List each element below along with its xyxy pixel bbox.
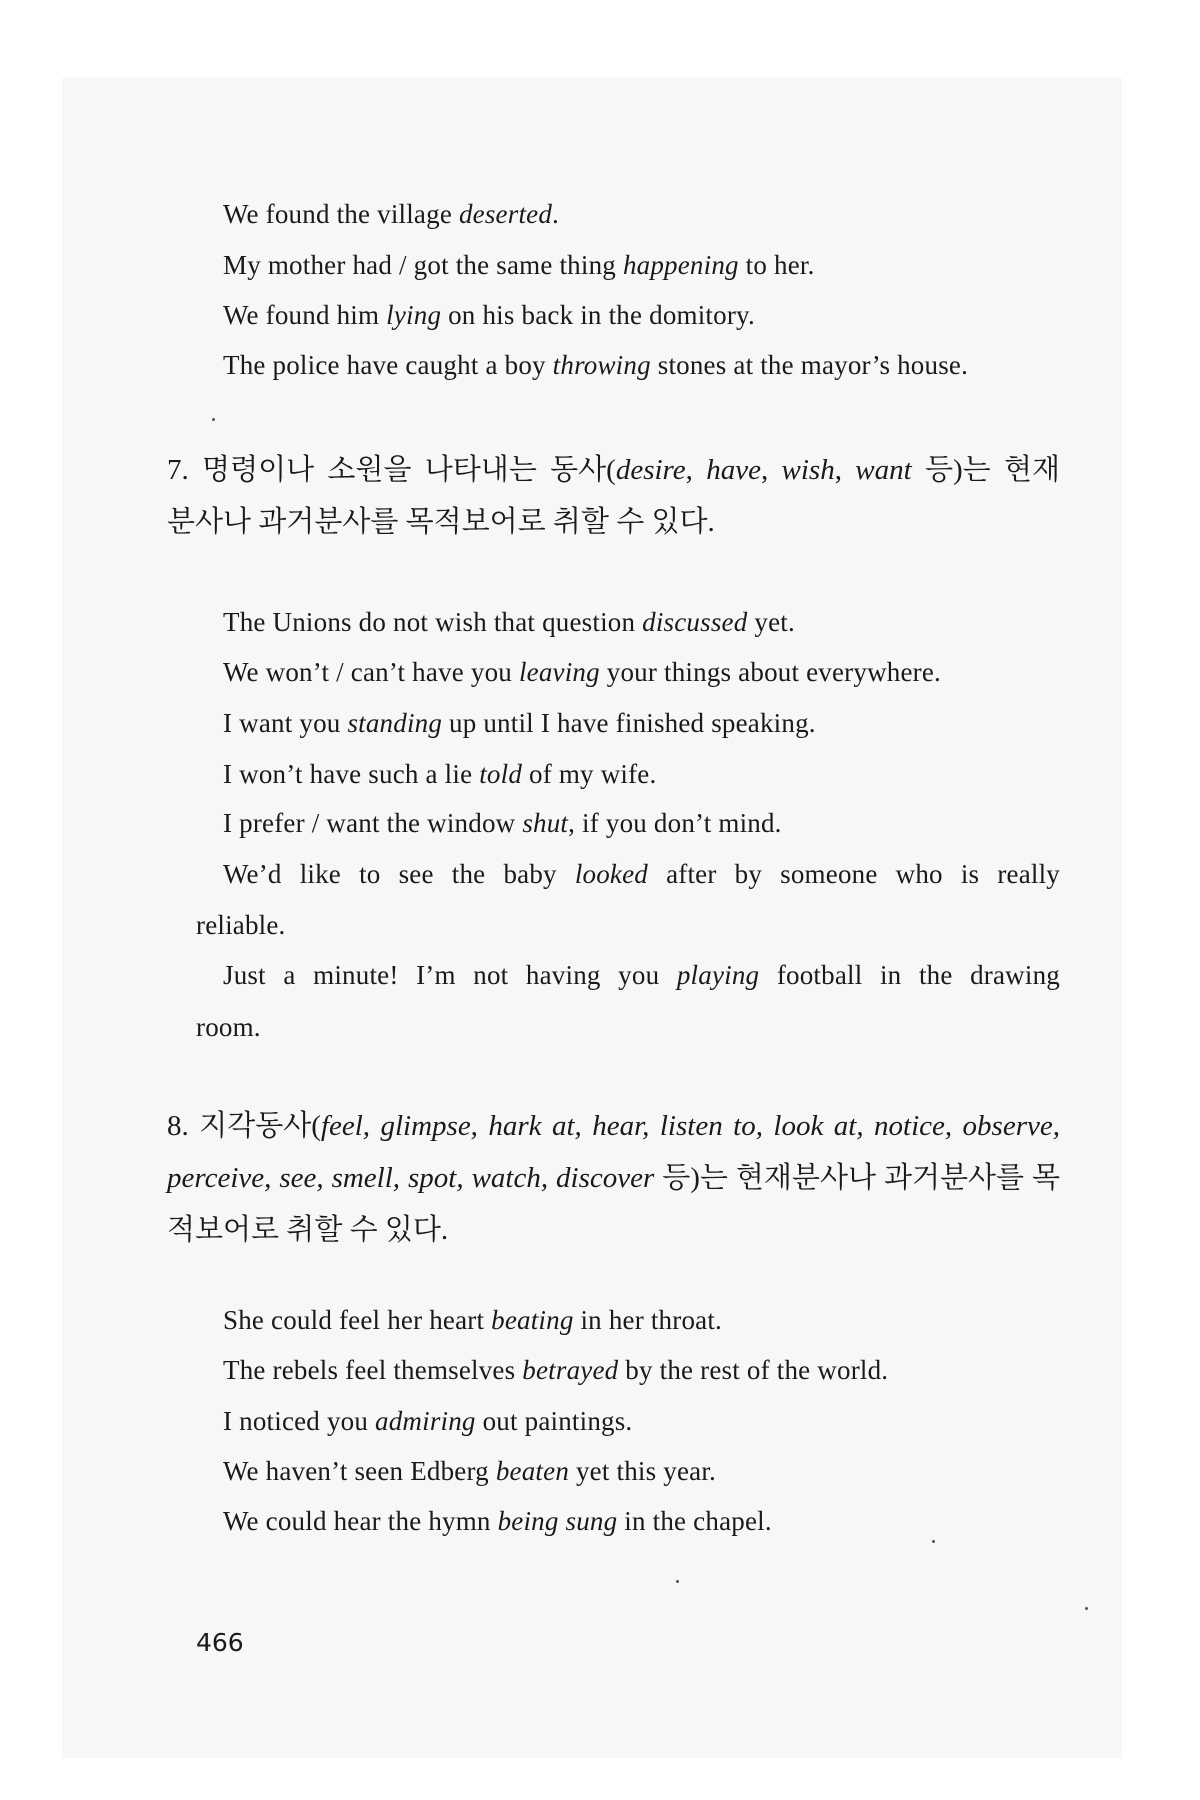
section-number: 7. [167,454,189,486]
example-sentence: We won’t / can’t have you leaving your things about everywhere. [223,657,941,687]
section-number: 8. [167,1110,189,1142]
example-sentence: The Unions do not wish that question discussed yet. [223,607,795,637]
example-sentence-continuation: room. [196,1012,261,1042]
example-sentence: My mother had / got the same thing happening to her. [223,250,815,280]
page-number: 466 [196,1628,244,1657]
example-sentence: I noticed you admiring out paintings. [223,1406,633,1436]
section-7-heading: 7. 명령이나 소원을 나타내는 동사(desire, have, wish, want 등)는 현재 분사나 과거분사를 목적보어로 취할 수 있다. [167,454,1061,538]
example-sentence: I want you standing up until I have finished speaking. [223,708,816,738]
example-sentence: We found him lying on his back in the domitory. [223,300,755,330]
example-sentence: We could hear the hymn being sung in the chapel. [223,1506,772,1536]
example-sentence: I prefer / want the window shut, if you don’t mind. [223,808,782,838]
example-sentence: The rebels feel themselves betrayed by the rest of the world. [223,1355,889,1385]
example-sentence: We’d like to see the baby looked after by someone who is really [223,859,1060,889]
scan-speck [676,1580,679,1583]
scan-speck [212,418,215,421]
example-sentence: We found the village deserted. [223,199,559,229]
example-sentence-continuation: reliable. [196,910,286,940]
example-sentence: The police have caught a boy throwing stones at the mayor’s house. [223,350,969,380]
example-sentence: She could feel her heart beating in her throat. [223,1305,722,1335]
scan-speck [1085,1607,1088,1610]
example-sentence: Just a minute! I’m not having you playing football in the drawing [223,960,1060,990]
example-sentence: I won’t have such a lie told of my wife. [223,759,657,789]
scan-speck [932,1540,935,1543]
example-sentence: We haven’t seen Edberg beaten yet this year. [223,1456,716,1486]
section-8-heading: 8. 지각동사(feel, glimpse, hark at, hear, listen to, look at, notice, observe, perceive, see, smell, spot, watch, discover 등)는 현재분사나 과거분사를 목 적보어로 취할 수 있다. [167,1110,1060,1246]
